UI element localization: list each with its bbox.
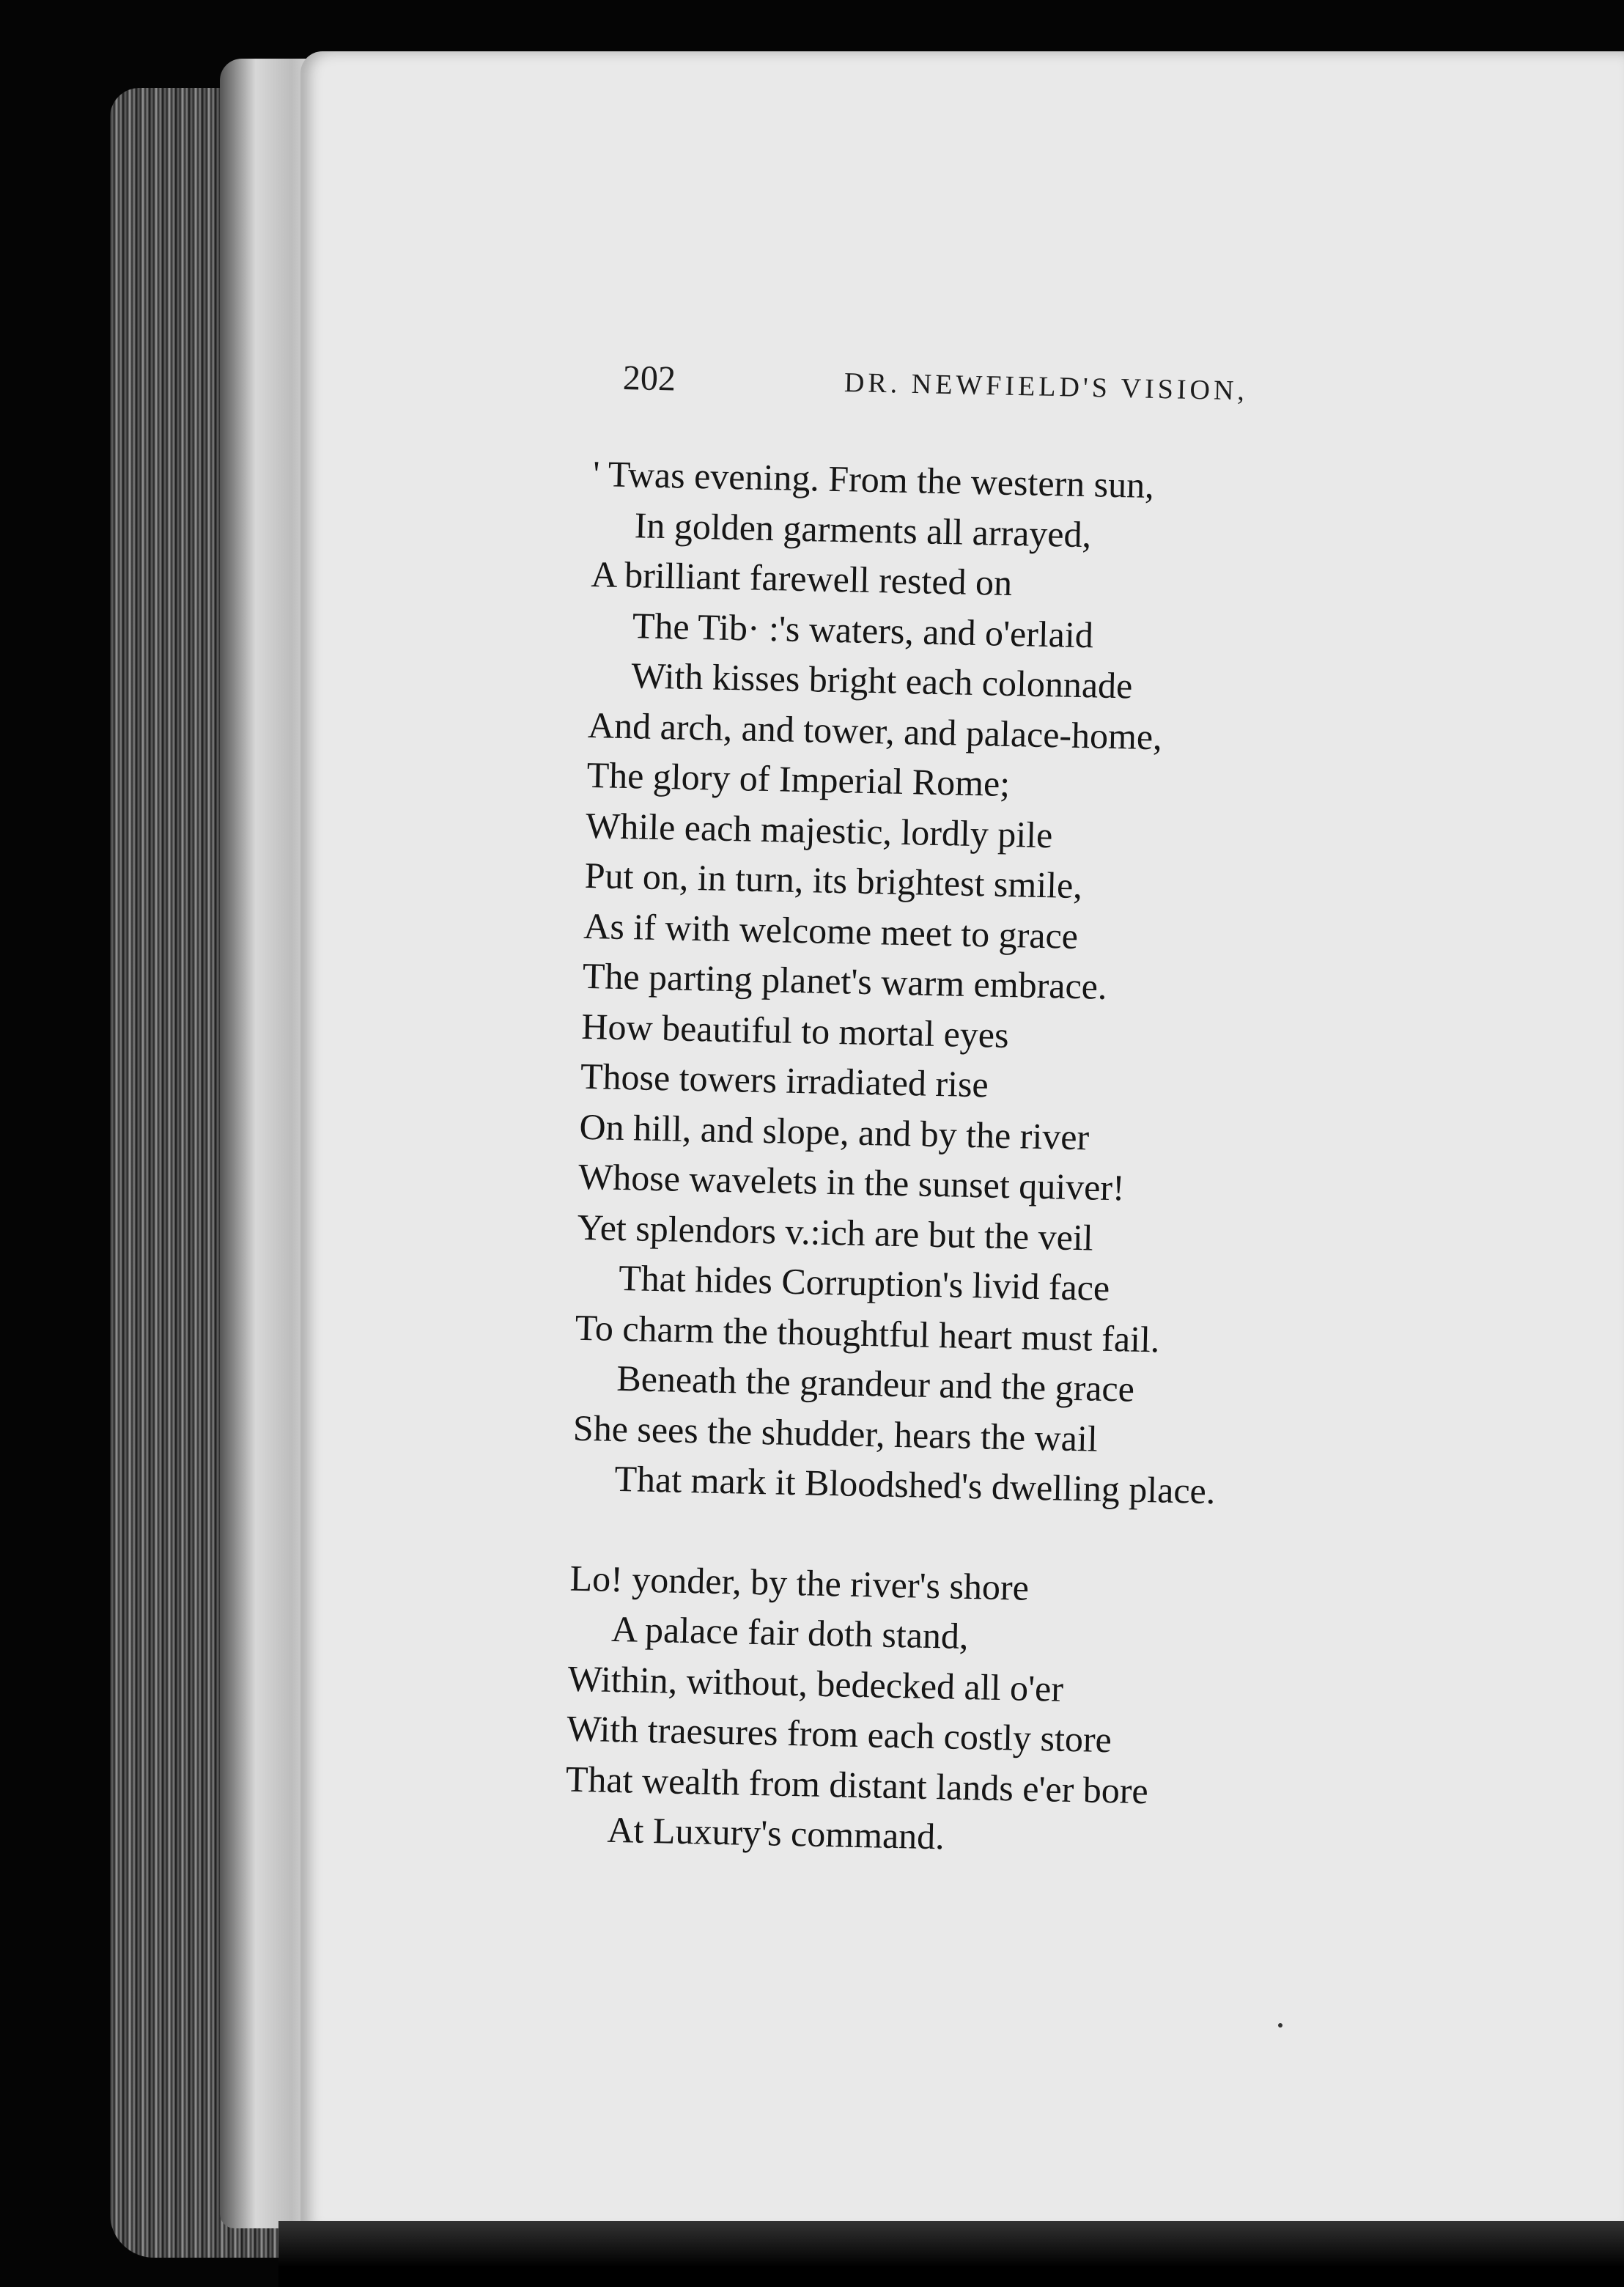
poem-line: That hides Corruption's livid face xyxy=(618,1256,1110,1308)
poem-line: On hill, and slope, and by the river xyxy=(579,1105,1090,1157)
poem-line: While each majestic, lordly pile xyxy=(585,804,1053,855)
poem-line: To charm the thoughtful heart must fail. xyxy=(575,1306,1160,1360)
poem-line: Whose wavelets in the sunset quiver! xyxy=(577,1155,1126,1209)
poem-line: The Tib· :'s waters, and o'erlaid xyxy=(632,604,1094,655)
poem-line: With kisses bright each colonnade xyxy=(630,655,1133,707)
poem-line: A brilliant farewell rested on xyxy=(590,553,1013,603)
poem-line: How beautiful to mortal eyes xyxy=(580,1005,1010,1056)
poem-line: Those towers irradiated rise xyxy=(580,1055,989,1105)
poem-line: Within, without, bedecked all o'er xyxy=(567,1657,1064,1709)
poem-line: Lo! yonder, by the river's shore xyxy=(569,1557,1030,1608)
stanza xyxy=(564,1553,1413,1871)
running-title: DR. NEWFIELD'S VISION, xyxy=(844,367,1249,407)
poem-line: That mark it Bloodshed's dwelling place. xyxy=(613,1457,1216,1512)
poem-line: A palace fair doth stand, xyxy=(610,1607,970,1657)
ink-speck xyxy=(1278,2023,1282,2028)
poem-line: That wealth from distant lands e'er bore xyxy=(565,1758,1149,1811)
bottom-shadow xyxy=(278,2221,1624,2287)
poem-line: Beneath the grandeur and the grace xyxy=(616,1357,1135,1410)
poem-line: The glory of Imperial Rome; xyxy=(586,754,1011,804)
poem-line: In golden garments all arrayed, xyxy=(634,504,1092,555)
poem-line: ' Twas evening. From the western sun, xyxy=(592,452,1155,507)
page-number: 202 xyxy=(622,358,676,399)
poem-line: As if with welcome meet to grace xyxy=(583,905,1079,957)
stanza xyxy=(572,449,1436,1520)
poem-line: Put on, in turn, its brightest smile, xyxy=(584,854,1083,907)
running-head xyxy=(622,358,1282,407)
poem-line: The parting planet's warm embrace. xyxy=(582,954,1108,1007)
poem-line: She sees the shudder, hears the wail xyxy=(572,1407,1099,1459)
poem-line: Yet splendors v.:ich are but the veil xyxy=(577,1206,1094,1259)
poem xyxy=(564,449,1436,1871)
poem-line: At Luxury's command. xyxy=(606,1808,945,1857)
poem-line: And arch, and tower, and palace-home, xyxy=(587,704,1163,757)
poem-line: With traesures from each costly store xyxy=(566,1707,1112,1761)
